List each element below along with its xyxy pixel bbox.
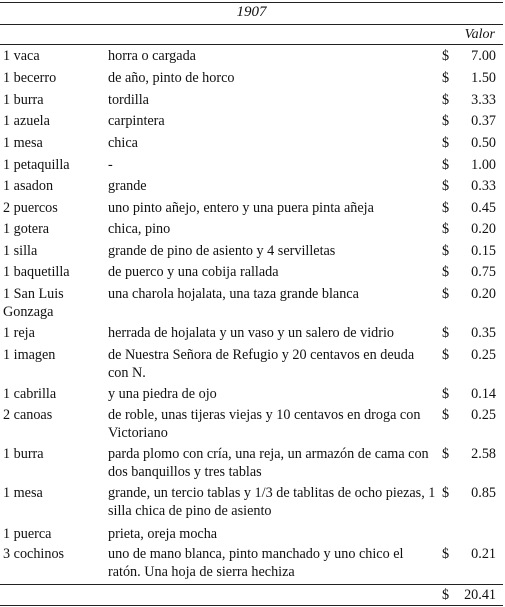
item-description: chica, pino <box>108 221 171 237</box>
item-quantity: 1 becerro <box>3 70 57 86</box>
item-currency: $ <box>442 135 450 151</box>
top-rule <box>0 2 503 3</box>
item-amount: 0.21 <box>471 546 496 562</box>
item-currency: $ <box>442 386 450 402</box>
item-value <box>442 113 496 131</box>
item-value <box>442 70 496 88</box>
item-quantity: 1 baquetilla <box>3 264 70 280</box>
item-description: grande <box>108 178 147 194</box>
item-quantity: 1 San Luis Gonzaga <box>3 286 64 320</box>
item-value <box>442 221 496 239</box>
item-amount: 0.45 <box>471 200 496 216</box>
item-quantity: 1 vaca <box>3 48 40 64</box>
item-description: grande de pino de asiento y 4 servilletas <box>108 243 336 259</box>
item-amount: 0.15 <box>471 243 496 259</box>
item-quantity: 1 imagen <box>3 347 56 363</box>
total-rule <box>0 584 503 585</box>
item-description: carpintera <box>108 113 165 129</box>
item-quantity: 1 azuela <box>3 113 50 129</box>
item-description: de roble, unas tijeras viejas y 10 centavos en droga con Victoriano <box>108 407 421 441</box>
item-quantity: 1 cabrilla <box>3 386 57 402</box>
item-description: - <box>108 157 113 173</box>
item-currency: $ <box>442 178 450 194</box>
item-description: horra o cargada <box>108 48 196 64</box>
item-value <box>442 178 496 196</box>
item-amount: 7.00 <box>471 48 496 64</box>
item-value <box>442 347 496 365</box>
item-currency: $ <box>442 264 450 280</box>
item-value <box>442 386 496 404</box>
year-heading: 1907 <box>236 4 267 20</box>
item-description: de puerco y una cobija rallada <box>108 264 279 280</box>
item-quantity: 1 burra <box>3 446 44 462</box>
item-value <box>442 546 496 564</box>
item-amount: 0.33 <box>471 178 496 194</box>
item-amount: 0.20 <box>471 286 496 302</box>
item-quantity: 2 canoas <box>3 407 53 423</box>
item-quantity: 1 reja <box>3 325 35 341</box>
item-value <box>442 325 496 343</box>
bottom-rule <box>0 605 503 606</box>
item-description: herrada de hojalata y un vaso y un salero de vidrio <box>108 325 395 341</box>
item-currency: $ <box>442 221 450 237</box>
item-amount: 0.14 <box>471 386 496 402</box>
item-quantity: 1 petaquilla <box>3 157 70 173</box>
item-value <box>442 286 496 304</box>
item-amount: 0.75 <box>471 264 496 280</box>
header-rule <box>0 24 503 25</box>
item-amount: 0.85 <box>471 485 496 501</box>
header-bottom-rule <box>0 44 503 45</box>
item-currency: $ <box>442 286 450 302</box>
item-currency: $ <box>442 407 450 423</box>
item-currency: $ <box>442 92 450 108</box>
value-column-header: Valor <box>464 27 495 42</box>
item-description: de Nuestra Señora de Refugio y 20 centavos en deuda con N. <box>108 347 415 381</box>
item-description: una charola hojalata, una taza grande blanca <box>108 286 359 302</box>
item-quantity: 1 mesa <box>3 485 43 501</box>
item-amount: 3.33 <box>471 92 496 108</box>
item-amount: 0.25 <box>471 347 496 363</box>
item-quantity: 3 cochinos <box>3 546 65 562</box>
item-amount: 0.37 <box>471 113 496 129</box>
item-value <box>442 92 496 110</box>
item-amount: 0.20 <box>471 221 496 237</box>
item-value <box>442 485 496 503</box>
item-description: parda plomo con cría, una reja, un armazón de cama con dos banquillos y tres tablas <box>108 446 429 480</box>
item-description: prieta, oreja mocha <box>108 526 218 542</box>
item-amount: 0.50 <box>471 135 496 151</box>
item-currency: $ <box>442 243 450 259</box>
item-value <box>442 48 496 66</box>
item-amount: 1.00 <box>471 157 496 173</box>
item-quantity: 1 silla <box>3 243 38 259</box>
item-amount: 2.58 <box>471 446 496 462</box>
item-description: uno de mano blanca, pinto manchado y uno chico el ratón. Una hoja de sierra hechiza <box>108 546 404 580</box>
item-quantity: 1 burra <box>3 92 44 108</box>
item-description: uno pinto añejo, entero y una puera pinta añeja <box>108 200 374 216</box>
item-quantity: 1 gotera <box>3 221 50 237</box>
item-currency: $ <box>442 347 450 363</box>
total-value <box>442 586 496 604</box>
item-value <box>442 135 496 153</box>
item-quantity: 1 puerca <box>3 526 52 542</box>
item-quantity: 1 asadon <box>3 178 54 194</box>
item-currency: $ <box>442 70 450 86</box>
total-currency: $ <box>442 587 450 603</box>
item-description: tordilla <box>108 92 149 108</box>
item-currency: $ <box>442 200 450 216</box>
item-currency: $ <box>442 157 450 173</box>
item-value <box>442 446 496 464</box>
item-amount: 0.25 <box>471 407 496 423</box>
item-currency: $ <box>442 113 450 129</box>
item-quantity: 1 mesa <box>3 135 43 151</box>
item-amount: 0.35 <box>471 325 496 341</box>
item-currency: $ <box>442 546 450 562</box>
total-amount: 20.41 <box>464 587 496 603</box>
item-currency: $ <box>442 485 450 501</box>
item-currency: $ <box>442 446 450 462</box>
item-value <box>442 407 496 425</box>
item-amount: 1.50 <box>471 70 496 86</box>
item-value <box>442 157 496 175</box>
item-description: grande, un tercio tablas y 1/3 de tablitas de ocho piezas, 1 silla chica de pino de asiento <box>108 485 436 519</box>
item-description: y una piedra de ojo <box>108 386 217 402</box>
item-value <box>442 200 496 218</box>
item-currency: $ <box>442 48 450 64</box>
item-value <box>442 264 496 282</box>
item-value <box>442 243 496 261</box>
item-currency: $ <box>442 325 450 341</box>
item-quantity: 2 puercos <box>3 200 58 216</box>
item-description: chica <box>108 135 138 151</box>
item-description: de año, pinto de horco <box>108 70 235 86</box>
